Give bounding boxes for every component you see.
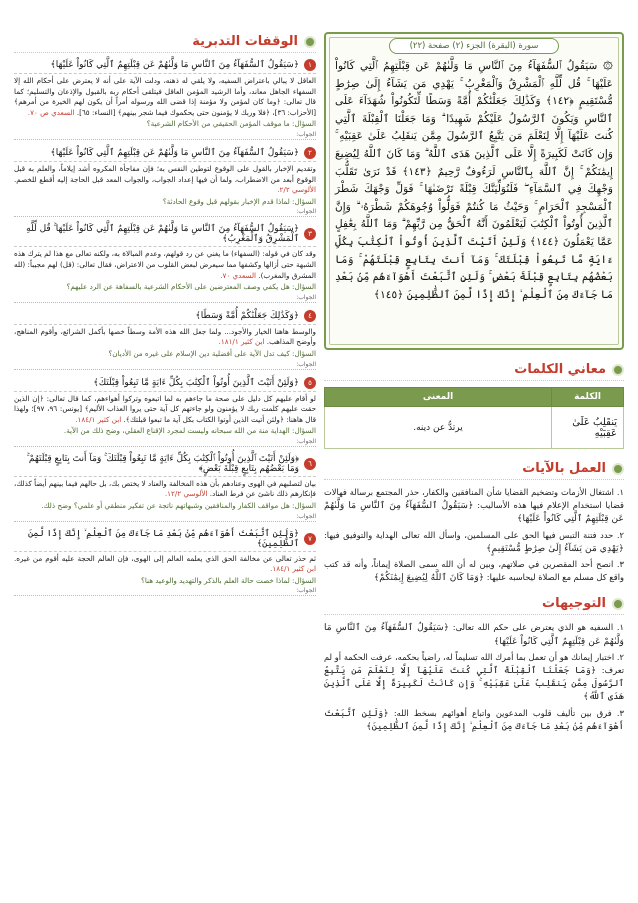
card-question: السؤال: الهداية منة من الله سبحانه وليست لمجرد الإقناع العقلي، وضح ذلك من الآية. bbox=[63, 426, 316, 436]
card-number: ٦ bbox=[304, 458, 316, 470]
answer-field[interactable]: الجواب: bbox=[14, 360, 316, 370]
circle-bullet-icon bbox=[304, 36, 316, 48]
answer-field[interactable]: الجواب: bbox=[14, 512, 316, 522]
card-ayah: ﴿وَلَئِنِ ٱتَّبَعْتَ أَهْوَآءَهُم مِّنۢ بَعْدِ مَا جَآءَكَ مِنَ ٱلْعِلْمِ ۙ إِنَّكَ إِذًا لَّمِنَ ٱلظَّٰلِمِينَ﴾ bbox=[27, 528, 299, 549]
card-body: لو أقام عليهم كل دليل على صحة ما جاءهم به لما اتبعوه وتركوا أهواءهم، كما قال تعالى: ﴿إن الذين حقت عليهم كلمت ربك لا يؤمنون ولو جاءتهم كل آية حتى يروا العذاب الأليم﴾ [يونس: ٩٦، ٩٧]؛ ولهذا قال هاهنا: ﴿ولئن أتيت الذين أوتوا الكتاب بكل آية ما تبعوا قبلتك﴾. ابن كثير ١٨٤/١. bbox=[14, 393, 317, 424]
card-body: بيان لتصلبهم في الهوى وعنادهم بأن هذه المخالفة والعناد لا يختص بك، بل حالهم فيما بينهم أيضاً كذلك، فإنكارهم ذلك ناشئ عن فرط العناد. الألوسي ١٢/٢. bbox=[14, 478, 316, 499]
answer-field[interactable]: الجواب: bbox=[14, 586, 316, 596]
reflection-card bbox=[14, 454, 316, 522]
right-column bbox=[324, 32, 624, 736]
guidance-section-title bbox=[324, 596, 624, 615]
answer-field[interactable]: الجواب: bbox=[14, 437, 316, 447]
answer-field[interactable]: الجواب: bbox=[14, 293, 316, 303]
words-section-label: معاني الكلمات bbox=[514, 362, 606, 377]
work-section-label: العمل بالآيات bbox=[522, 461, 606, 476]
table-row bbox=[325, 407, 624, 449]
card-body: والوسط هاهنا الخيار والأجود... ولما جعل الله هذه الأمة وسطاً خصها بأكمل الشرائع، وأقوم المناهج، وأوضح المذاهب. ابن كثير ١٨١/١. bbox=[14, 326, 316, 347]
card-question: السؤال: هل مواقف الكفار والمنافقين وشبهاتهم ناتجة عن تفكير منطقي أو علمي؟ وضح ذلك. bbox=[41, 501, 316, 511]
card-body: العاقل لا يبالي باعتراض السفيه، ولا يلقي له ذهنه، ودلت الآية على أنه لا يعترض على أحكام الله إلا السفهاء الجاهل معاند، وأما الرشيد المؤمن العاقل فيتلقى أحكام ربه بالقبول والإذعان والتسليم؛ كما قال تعالى: ﴿وما كان لمؤمن ولا مؤمنة إذا قضى الله ورسوله أمراً أن يكون لهم الخيرة من أمرهم﴾ [الأحزاب: ٣٦]، ﴿فلا وربك لا يؤمنون حتى يحكموك فيما شجر بينهم﴾ [النساء: ٦٥]. السعدي ص ٧٠. bbox=[14, 76, 316, 117]
reflection-card bbox=[14, 529, 316, 597]
reflection-card bbox=[14, 310, 316, 370]
list-item: ٣. فرق بين تأليف قلوب المدعوين واتباع أهوائهم بسخط الله: ﴿وَلَئِنِ ٱتَّبَعْتَ أَهْوَآءَهُم مِّنۢ بَعْدِ مَا جَآءَكَ مِنَ ٱلْعِلْمِ ۙ إِنَّكَ إِذًا لَّمِنَ ٱلظَّٰلِمِينَ﴾ bbox=[324, 707, 624, 732]
card-ayah: ﴿وَكَذَٰلِكَ جَعَلْنَٰكُمْ أُمَّةً وَسَطًا﴾ bbox=[195, 310, 299, 321]
surah-header: سورة (البقرة) الجزء (٢) صفحة (٢٢) bbox=[389, 38, 559, 54]
words-col-word: الكلمة bbox=[552, 388, 624, 407]
reflection-card bbox=[14, 59, 316, 140]
card-question: السؤال: هل يكفي وصف المعترضين على الأحكام الشرعية بالسفاهة عن الرد عليهم؟ bbox=[66, 282, 316, 292]
words-col-meaning: المعنى bbox=[325, 388, 552, 407]
stops-section-label: الوقفات التدبرية bbox=[192, 34, 298, 49]
card-body: وتقديم الإخبار بالقول على الوقوع لتوطين النفس به؛ فإن مفاجأة المكروه أشد إيلاماً، والعلم به قبل الوقوع أبعد من الاضطراب، ولما أن فيها إعداد الجواب، والجواب المعد قبل الحاجة إليه أقطع للخصم. الألوسي ٢/٢. bbox=[14, 163, 316, 195]
card-number: ٧ bbox=[304, 533, 316, 545]
card-question: السؤال: ما موقف المؤمن الحقيقي من الأحكام الشرعية؟ bbox=[146, 119, 316, 129]
quran-text: ۞ سَيَقُولُ ٱلسُّفَهَآءُ مِنَ ٱلنَّاسِ مَا وَلَّىٰهُمْ عَن قِبْلَتِهِمُ ٱلَّتِي كَانُواْ عَلَيْهَا ۚ قُل لِّلَّهِ ٱلْمَشْرِقُ وَٱلْمَغْرِبُ ۚ يَهْدِي مَن يَشَآءُ إِلَىٰ صِرَٰطٍ مُّسْتَقِيمٍ ﴿١٤٢﴾ وَكَذَٰلِكَ جَعَلْنَٰكُمْ أُمَّةً وَسَطًا لِّتَكُونُواْ شُهَدَآءَ عَلَى ٱلنَّاسِ وَيَكُونَ ٱلرَّسُولُ عَلَيْكُمْ شَهِيدًا ۗ وَمَا جَعَلْنَا ٱلْقِبْلَةَ ٱلَّتِي كُنتَ عَلَيْهَآ إِلَّا لِنَعْلَمَ مَن يَتَّبِعُ ٱلرَّسُولَ مِمَّن يَنقَلِبُ عَلَىٰ عَقِبَيْهِ ۚ وَإِن كَانَتْ لَكَبِيرَةً إِلَّا عَلَى ٱلَّذِينَ هَدَى ٱللَّهُ ۗ وَمَا كَانَ ٱللَّهُ لِيُضِيعَ إِيمَٰنَكُمْ ۚ إِنَّ ٱللَّهَ بِٱلنَّاسِ لَرَءُوفٌ رَّحِيمٌ ﴿١٤٣﴾ قَدْ نَرَىٰ تَقَلُّبَ وَجْهِكَ فِي ٱلسَّمَآءِ ۖ فَلَنُوَلِّيَنَّكَ قِبْلَةً تَرْضَىٰهَا ۚ فَوَلِّ وَجْهَكَ شَطْرَ ٱلْمَسْجِدِ ٱلْحَرَامِ ۚ وَحَيْثُ مَا كُنتُمْ فَوَلُّواْ وُجُوهَكُمْ شَطْرَهُۥ ۗ وَإِنَّ ٱلَّذِينَ أُوتُواْ ٱلْكِتَٰبَ لَيَعْلَمُونَ أَنَّهُ ٱلْحَقُّ مِن رَّبِّهِمْ ۗ وَمَا ٱللَّهُ بِغَٰفِلٍ عَمَّا يَعْمَلُونَ ﴿١٤٤﴾ وَلَئِنْ أَتَيْتَ ٱلَّذِينَ أُوتُواْ ٱلْكِتَٰبَ بِكُلِّ ءَايَةٍ مَّا تَبِعُواْ قِبْلَتَكَ ۚ وَمَآ أَنتَ بِتَابِعٍ قِبْلَتَهُمْ ۚ وَمَا بَعْضُهُم بِتَابِعٍ قِبْلَةَ بَعْضٍ ۚ وَلَئِنِ ٱتَّبَعْتَ أَهْوَآءَهُم مِّنۢ بَعْدِ مَا جَآءَكَ مِنَ ٱلْعِلْمِ ۙ إِنَّكَ إِذًا لَّمِنَ ٱلظَّٰلِمِينَ ﴿١٤٥﴾ bbox=[335, 60, 614, 301]
card-question: السؤال: لماذا قدم الإخبار بقولهم قبل وقوع الحادثة؟ bbox=[162, 196, 316, 206]
stops-section-title bbox=[14, 34, 316, 53]
card-ayah: ﴿سَيَقُولُ ٱلسُّفَهَآءُ مِنَ ٱلنَّاسِ مَا وَلَّىٰهُمْ عَن قِبْلَتِهِمُ ٱلَّتِي كَانُواْ عَلَيْهَا﴾ bbox=[50, 60, 299, 70]
answer-field[interactable]: الجواب: bbox=[14, 130, 316, 140]
answer-field[interactable]: الجواب: bbox=[14, 207, 316, 217]
circle-bullet-icon bbox=[612, 598, 624, 610]
card-ayah: ﴿وَلَئِنْ أَتَيْتَ ٱلَّذِينَ أُوتُواْ ٱلْكِتَٰبَ بِكُلِّ ءَايَةٍ مَّا تَبِعُواْ قِبْلَتَكَ﴾ bbox=[93, 377, 299, 388]
card-question: السؤال: كيف تدل الآية على أفضلية دين الإسلام على غيره من الأديان؟ bbox=[108, 348, 316, 358]
card-ayah: ﴿وَلَئِنْ أَتَيْتَ ٱلَّذِينَ أُوتُواْ ٱلْكِتَٰبَ بِكُلِّ ءَايَةٍ مَّا تَبِعُواْ قِبْلَتَكَ ۚ وَمَآ أَنتَ بِتَابِعٍ قِبْلَتَهُمْ ۚ وَمَا بَعْضُهُم بِتَابِعٍ قِبْلَةَ بَعْضٍ﴾ bbox=[26, 453, 299, 474]
card-ayah: ﴿سَيَقُولُ ٱلسُّفَهَآءُ مِنَ ٱلنَّاسِ مَا وَلَّىٰهُمْ عَن قِبْلَتِهِمُ ٱلَّتِي كَانُواْ عَلَيْهَا﴾ bbox=[50, 147, 299, 158]
circle-bullet-icon bbox=[612, 463, 624, 475]
reflection-card bbox=[14, 377, 316, 447]
list-item: ١. السفيه هو الذي يعترض على حكم الله تعالى: ﴿سَيَقُولُ ٱلسُّفَهَآءُ مِنَ ٱلنَّاسِ مَا وَلَّىٰهُمْ عَن قِبْلَتِهِمُ ٱلَّتِي كَانُواْ عَلَيْهَا﴾ bbox=[324, 622, 624, 647]
work-list bbox=[324, 486, 624, 584]
quran-page-box bbox=[324, 32, 624, 350]
meaning-cell: يرتدُّ عن دينه. bbox=[325, 407, 552, 449]
card-number: ٤ bbox=[304, 310, 316, 322]
card-number: ٣ bbox=[304, 228, 316, 240]
card-body: ثم حذر تعالى عن مخالفة الحق الذي يعلمه العالم إلى الهوى، فإن العالم الحجة عليه أقوم من غيره. ابن كثير ١٨٤/١. bbox=[14, 553, 316, 574]
left-column bbox=[14, 34, 316, 603]
card-ayah: ﴿سَيَقُولُ ٱلسُّفَهَآءُ مِنَ ٱلنَّاسِ مَا وَلَّىٰهُمْ عَن قِبْلَتِهِمُ ٱلَّتِي كَانُواْ عَلَيْهَا ۚ قُل لِّلَّهِ ٱلْمَشْرِقُ وَٱلْمَغْرِبُ﴾ bbox=[26, 224, 299, 245]
circle-bullet-icon bbox=[612, 364, 624, 376]
card-number: ١ bbox=[304, 59, 316, 71]
list-item: ٢. حدد فتنة التبس فيها الحق على المسلمين، واسأل الله تعالى الهداية والتوفيق فيها: ﴿يَهْدِي مَن يَشَآءُ إِلَىٰ صِرَٰطٍ مُّسْتَقِيمٍ﴾ bbox=[324, 529, 624, 554]
card-body: وقد كان في قوله: (السفهاء) ما يغني عن رد قولهم، وعدم المبالاة به، ولكنه تعالى مع هذا لم يترك هذه الشبهة حتى أزالها وكشفها مما سيعرض لبعض القلوب من الاعتراض، فقال تعالى: (قل) لهم مجيباً: (لله المشرق والمغرب). السعدي ٧٠. bbox=[14, 249, 316, 280]
reflection-card bbox=[14, 224, 316, 302]
card-number: ٥ bbox=[304, 377, 316, 389]
reflection-card bbox=[14, 147, 316, 217]
guidance-section-label: التوجيهات bbox=[542, 596, 606, 612]
work-section-title bbox=[324, 461, 624, 480]
list-item: ٢. اختبار إيمانك هو أن تعمل بما أمرك الله تسليماً له، راضياً بحكمه، عرفت الحكمة أو لم تعرف: ﴿وَمَا جَعَلْنَا ٱلْقِبْلَةَ ٱلَّتِي كُنتَ عَلَيْهَآ إِلَّا لِنَعْلَمَ مَن يَتَّبِعُ ٱلرَّسُولَ مِمَّن يَنقَلِبُ عَلَىٰ عَقِبَيْهِ ۚ وَإِن كَانَتْ لَكَبِيرَةً إِلَّا عَلَى ٱلَّذِينَ هَدَى ٱللَّهُ﴾ bbox=[324, 651, 625, 703]
card-question: السؤال: لماذا خصت حالة العلم بالذكر والتهديد والوعيد هنا؟ bbox=[141, 575, 316, 585]
card-number: ٢ bbox=[304, 147, 316, 159]
words-table bbox=[324, 387, 624, 449]
words-section-title bbox=[324, 362, 624, 381]
list-item: ١. اشتغال الأزمات وتضخيم القضايا شأن المنافقين والكفار، حذر المجتمع برسالة فهالات قضايا استخدام الإعلام فيها هذه الأساليب: ﴿سَيَقُولُ ٱلسُّفَهَآءُ مِنَ ٱلنَّاسِ مَا وَلَّىٰهُمْ عَن قِبْلَتِهِمُ ٱلَّتِي كَانُواْ عَلَيْهَا﴾ bbox=[324, 487, 625, 525]
word-cell: يَنقَلِبُ عَلَىٰ عَقِبَيْهِ bbox=[552, 407, 624, 449]
guidance-list bbox=[324, 621, 624, 733]
list-item: ٣. انصح أحد المقصرين في صلاتهم، وبين له أن الله سمى الصلاة إيماناً، وأنه قد كتب واقع كل مسلم مع الصلاة ليحاسبه عليها: ﴿وَمَا كَانَ ٱللَّهُ لِيُضِيعَ إِيمَٰنَكُمْ﴾ bbox=[324, 559, 624, 584]
